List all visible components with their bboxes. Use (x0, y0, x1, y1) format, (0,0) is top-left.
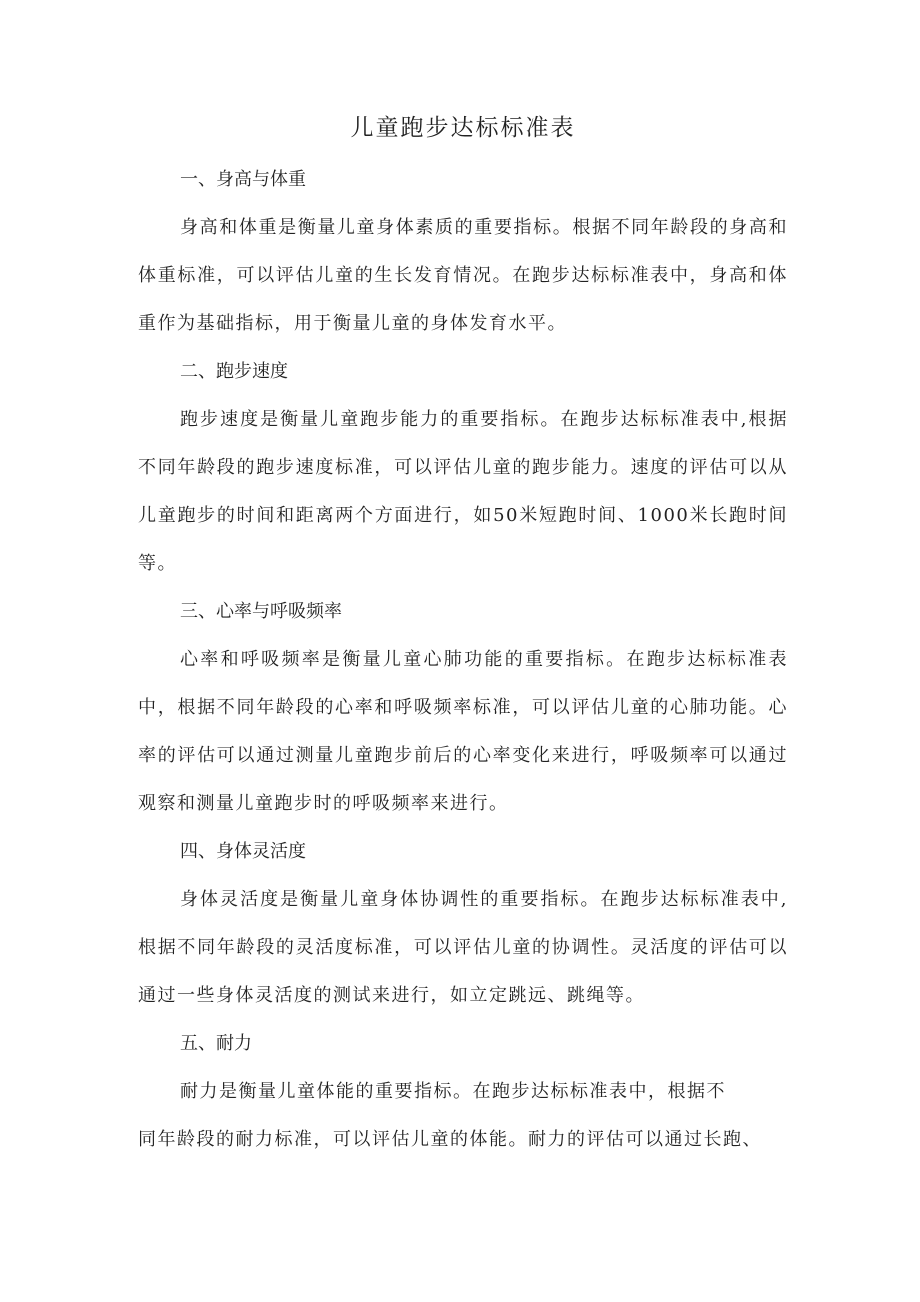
section-paragraph: 身高和体重是衡量儿童身体素质的重要指标。根据不同年龄段的身高和体重标准，可以评估儿童的生长发育情况。在跑步达标标准表中，身高和体重作为基础指标，用于衡量儿童的身体发育水平。 (138, 217, 788, 334)
section-flexibility (138, 828, 788, 1020)
section-height-weight (138, 156, 788, 348)
paragraph-line: 同年龄段的耐力标准，可以评估儿童的体能。耐力的评估可以通过长跑、 (138, 1129, 762, 1150)
section-heading: 四、身体灵活度 (180, 841, 306, 862)
section-running-speed (138, 348, 788, 588)
section-heart-breathing (138, 588, 788, 828)
section-paragraph: 跑步速度是衡量儿童跑步能力的重要指标。在跑步达标标准表中,根据不同年龄段的跑步速度标准，可以评估儿童的跑步能力。速度的评估可以从儿童跑步的时间和距离两个方面进行，如50米短跑时间、1000米长跑时间等。 (138, 409, 788, 574)
section-paragraph: 身体灵活度是衡量儿童身体协调性的重要指标。在跑步达标标准表中,根据不同年龄段的灵活度标准，可以评估儿童的协调性。灵活度的评估可以通过一些身体灵活度的测试来进行，如立定跳远、跳绳等。 (138, 889, 788, 1006)
section-heading: 五、耐力 (180, 1033, 252, 1054)
section-paragraph (138, 1068, 788, 1164)
section-heading: 一、身高与体重 (180, 169, 306, 190)
section-endurance (138, 1020, 788, 1164)
section-heading: 二、跑步速度 (180, 361, 288, 382)
section-paragraph: 心率和呼吸频率是衡量儿童心肺功能的重要指标。在跑步达标标准表中，根据不同年龄段的心率和呼吸频率标准，可以评估儿童的心肺功能。心率的评估可以通过测量儿童跑步前后的心率变化来进行，呼吸频率可以通过观察和测量儿童跑步时的呼吸频率来进行。 (138, 649, 788, 814)
paragraph-line: 耐力是衡量儿童体能的重要指标。在跑步达标标准表中，根据不 (180, 1081, 726, 1102)
document-title: 儿童跑步达标标准表 (350, 115, 576, 141)
section-heading: 三、心率与呼吸频率 (180, 601, 342, 622)
document-page (138, 108, 788, 1164)
